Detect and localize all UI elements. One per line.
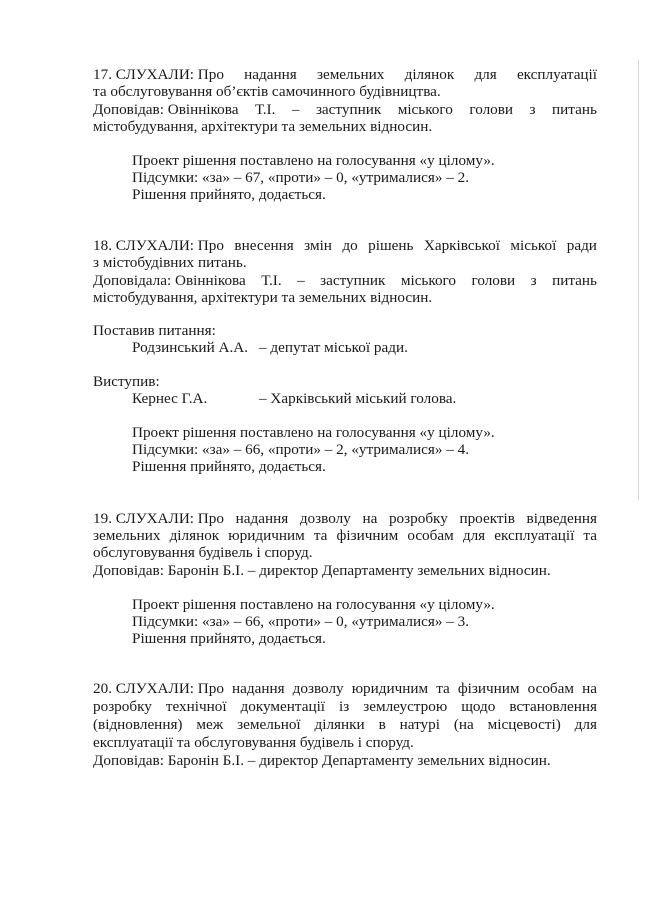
- word: 20. СЛУХАЛИ: Про: [93, 680, 224, 697]
- word: 19. СЛУХАЛИ: Про: [93, 510, 224, 527]
- word: особам: [407, 527, 454, 544]
- item-18-raised-name: Родзинський А.А.: [132, 339, 249, 356]
- item-20-heading-line-2: [93, 698, 597, 715]
- item-17-vote-line-1: Проект рішення поставлено на голосування «у цілому».: [132, 152, 495, 169]
- item-18-reporter-line-1: [93, 272, 597, 289]
- item-18-spoke-label: Виступив:: [93, 373, 160, 390]
- word: (на: [453, 716, 474, 733]
- item-20-heading-line-1: [93, 680, 597, 697]
- word: 17. СЛУХАЛИ: Про: [93, 66, 224, 83]
- word: встановлення: [509, 698, 597, 715]
- item-17-heading-line-1: [93, 66, 597, 83]
- word: дозволу: [292, 680, 344, 697]
- word: з: [529, 101, 536, 118]
- word: заступник: [320, 272, 386, 289]
- word: голови: [471, 272, 516, 289]
- word: внесення: [234, 237, 294, 254]
- item-18-vote-line-2: Підсумки: «за» – 66, «проти» – 2, «утрималися» – 4.: [132, 441, 470, 458]
- word: із: [339, 698, 350, 715]
- word: меж: [196, 716, 224, 733]
- word: (відновлення): [93, 716, 183, 733]
- word: земельної: [237, 716, 301, 733]
- item-19-heading-line-3: обслуговування будівель і споруд.: [93, 544, 313, 561]
- word: для: [474, 66, 497, 83]
- word: та: [313, 527, 328, 544]
- word: змін: [304, 237, 332, 254]
- word: на: [582, 680, 597, 697]
- item-17-decision: Рішення прийнято, додається.: [132, 186, 326, 203]
- item-18-vote-line-1: Проект рішення поставлено на голосування «у цілому».: [132, 424, 495, 441]
- word: заступник: [315, 101, 382, 118]
- word: технічної: [165, 698, 227, 715]
- word: міського: [400, 272, 457, 289]
- word: фізичним: [457, 680, 520, 697]
- word: розробку: [93, 698, 152, 715]
- word: особам: [527, 680, 574, 697]
- item-17-reporter-line-2: містобудування, архітектури та земельних відносин.: [93, 118, 433, 135]
- word: землеустрою: [363, 698, 448, 715]
- word: щодо: [461, 698, 496, 715]
- word: –: [297, 272, 305, 289]
- word: ділянки: [314, 716, 365, 733]
- item-18-heading-line-1: [93, 237, 597, 254]
- word: надання: [235, 510, 289, 527]
- word: питань: [552, 101, 597, 118]
- word: 18. СЛУХАЛИ: Про: [93, 237, 224, 254]
- word: юридичним: [351, 680, 429, 697]
- word: документації: [240, 698, 326, 715]
- word: для: [462, 527, 486, 544]
- item-18-spoke-role: – Харківський міський голова.: [259, 390, 457, 407]
- item-18-raised-role: – депутат міської ради.: [259, 339, 408, 356]
- item-20-reporter: Доповідав: Баронін Б.І. – директор Департаменту земельних відносин.: [93, 752, 551, 769]
- word: експлуатації: [516, 66, 597, 83]
- word: ділянок: [404, 66, 455, 83]
- item-19-heading-line-1: [93, 510, 597, 527]
- word: місцевості): [487, 716, 561, 733]
- word: дозволу: [299, 510, 351, 527]
- word: рішень: [368, 237, 414, 254]
- word: голови: [469, 101, 514, 118]
- word: та: [436, 680, 450, 697]
- word: Т.І.: [261, 272, 282, 289]
- word: Доповідала: Овіннікова: [93, 272, 246, 289]
- word: натурі: [399, 716, 440, 733]
- word: питань: [552, 272, 597, 289]
- item-19-vote-line-2: Підсумки: «за» – 66, «проти» – 0, «утрималися» – 3.: [132, 613, 470, 630]
- word: в: [378, 716, 386, 733]
- word: Доповідав: Овіннікова: [93, 101, 239, 118]
- item-17-vote-line-2: Підсумки: «за» – 67, «проти» – 0, «утрималися» – 2.: [132, 169, 470, 186]
- word: Т.І.: [254, 101, 276, 118]
- word: відведення: [526, 510, 597, 527]
- item-20-heading-line-4: експлуатації та обслуговування будівель і споруд.: [93, 734, 414, 751]
- word: надання: [232, 680, 285, 697]
- word: надання: [244, 66, 297, 83]
- item-20-heading-line-3: [93, 716, 597, 733]
- word: та: [583, 527, 597, 544]
- item-18-decision: Рішення прийнято, додається.: [132, 458, 326, 475]
- item-18-spoke-name: Кернес Г.А.: [132, 390, 208, 407]
- word: ділянок: [169, 527, 220, 544]
- word: міської: [510, 237, 557, 254]
- item-19-decision: Рішення прийнято, додається.: [132, 630, 326, 647]
- scan-edge-shadow: [638, 60, 639, 500]
- word: земельних: [316, 66, 385, 83]
- word: для: [574, 716, 597, 733]
- word: з: [530, 272, 537, 289]
- item-19-vote-line-1: Проект рішення поставлено на голосування «у цілому».: [132, 596, 495, 613]
- item-18-reporter-line-2: містобудування, архітектури та земельних відносин.: [93, 289, 433, 306]
- word: міського: [397, 101, 453, 118]
- word: –: [291, 101, 300, 118]
- word: фізичним: [336, 527, 399, 544]
- word: юридичним: [228, 527, 305, 544]
- item-17-reporter-line-1: [93, 101, 597, 118]
- word: розробку: [388, 510, 448, 527]
- word: земельних: [93, 527, 161, 544]
- item-18-heading-line-2: з містобудівних питань.: [93, 254, 247, 271]
- word: проектів: [459, 510, 515, 527]
- item-17-heading-line-2: та обслуговування об’єктів самочинного будівництва.: [93, 83, 441, 100]
- word: експлуатації: [494, 527, 575, 544]
- word: на: [362, 510, 378, 527]
- item-19-heading-line-2: [93, 527, 597, 544]
- word: ради: [566, 237, 597, 254]
- item-18-raised-label: Поставив питання:: [93, 322, 216, 339]
- word: до: [342, 237, 358, 254]
- item-19-reporter: Доповідав: Баронін Б.І. – директор Департаменту земельних відносин.: [93, 562, 551, 579]
- word: Харківської: [423, 237, 500, 254]
